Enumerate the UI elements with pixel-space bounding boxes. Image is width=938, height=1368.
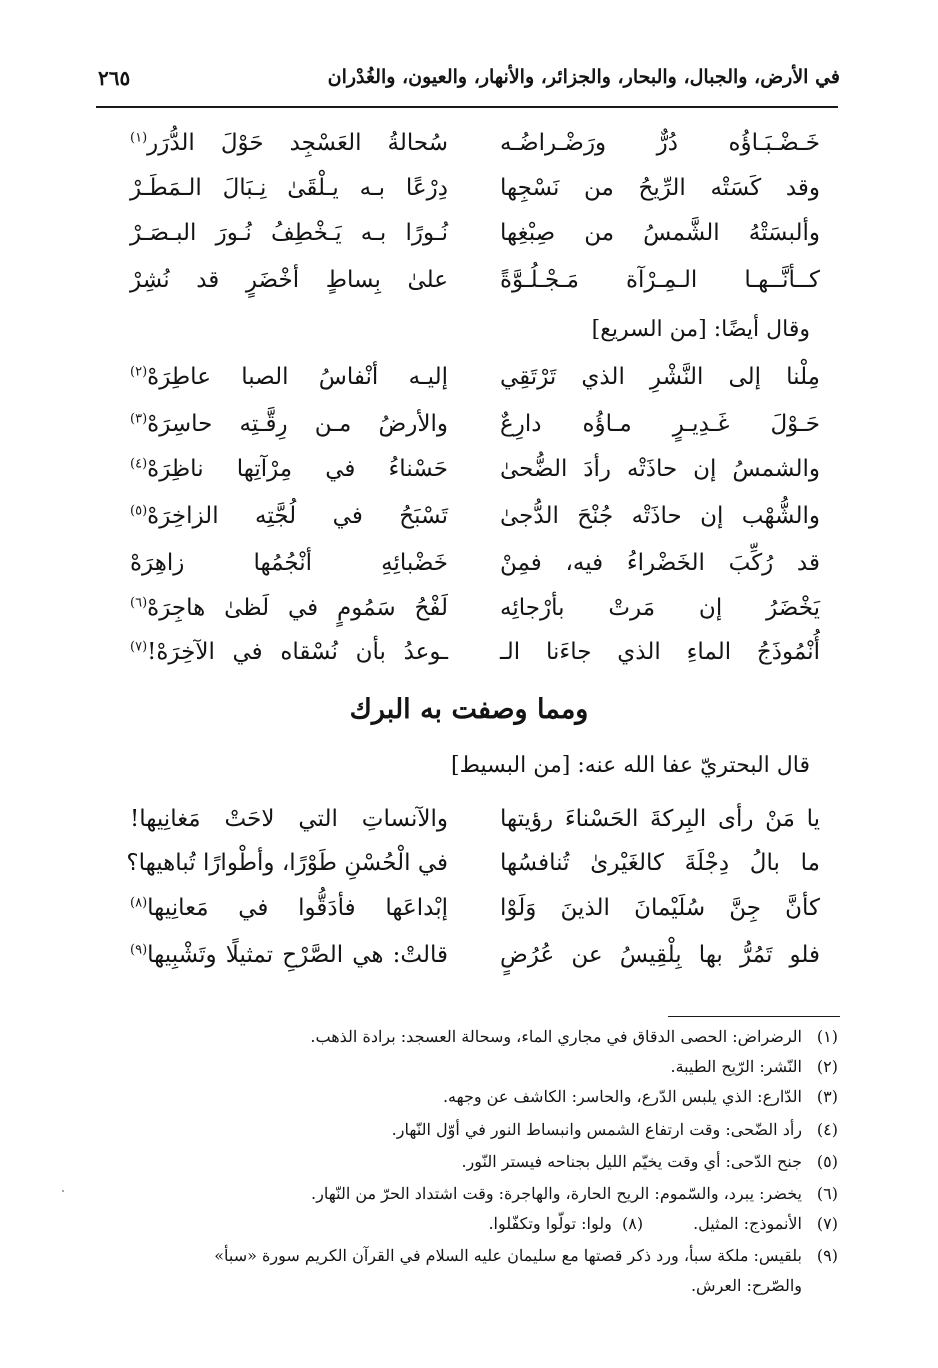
verse-line <box>130 258 820 302</box>
footnote <box>96 1023 838 1051</box>
verse-first-hemistich: وقد كَسَتْه الرِّيحُ من نَسْجِها <box>500 175 820 201</box>
verse-first-hemistich: مِلْنا إلى النَّشْرِ الذي تَرْتَقِي <box>500 364 820 390</box>
footnote-marker: (٤) <box>130 456 148 472</box>
verse-second-hemistich: في الْحُسْنِ طَوْرًا، وأطْوارًا تُباهيها؟ <box>126 850 448 876</box>
verse-second-hemistich: علىٰ بِساطٍ أخْضَرٍ قد نُشِرْ <box>130 267 448 293</box>
verse-first-hemistich: يا مَنْ رأى البِركةَ الحَسْناءَ رؤيتها <box>500 806 820 832</box>
verse-second-hemistich: دِرْعًا بـه يـلْقَىٰ نِـبَالَ الـمَطَـرْ <box>130 175 448 201</box>
verse-first-hemistich: قد رُكِّبَ الخَضْراءُ فيه، فمِنْ <box>500 550 820 576</box>
verse-second-hemistich: سُحالةُ العَسْجِد حَوْلَ الدُّرَر$^{(١)}$ <box>130 130 448 156</box>
footnote-marker: (٥) <box>130 503 148 519</box>
verse-line <box>130 355 820 399</box>
poem-intro: قال البحتريّ عفا الله عنه: [من البسيط] <box>451 753 810 778</box>
footnote-marker: (١) <box>130 130 148 146</box>
footnote-continuation <box>96 1272 838 1300</box>
verse-second-hemistich: إبْداعَها فأدَقُّوا في مَعانِيها$^{(٨)}$ <box>130 895 448 921</box>
footnote-number: (٩) <box>816 1246 838 1265</box>
footnote <box>96 1053 838 1081</box>
verse-line <box>130 402 820 446</box>
footnote-number: (٥) <box>816 1152 838 1171</box>
footnote-number: (٨) <box>622 1214 644 1233</box>
verse-second-hemistich: ـوعدُ بأن نُسْقاه في الآخِرَهْ!$^{(٧)}$ <box>130 639 448 665</box>
footnote-number: (٤) <box>816 1120 838 1139</box>
verse-line <box>130 121 820 165</box>
footnote-text: والصّرح: العرش. <box>690 1276 802 1295</box>
footnote-marker: (٣) <box>130 411 148 427</box>
verse-line <box>130 541 820 585</box>
footnote-text: يخضر: يبرد، والسّموم: الريح الحارة، والهاجرة: وقت اشتداد الحرّ من النّهار. <box>311 1184 802 1203</box>
verse-first-hemistich: كــأنَّــهـا الـمِـرْآة مَـجْـلُـوَّةً <box>500 267 820 293</box>
verse-second-hemistich: تَسْبَحُ في لُجَّتِه الزاخِرَهْ$^{(٥)}$ <box>130 503 448 529</box>
verse-second-hemistich: خَضْبائِهِ أنْجُمُها زاهِرَهْ <box>130 550 448 576</box>
verse-second-hemistich: قالتْ: هي الصَّرْحِ تمثيلًا وتَشْبِيها$^{(٩)}$ <box>130 942 448 968</box>
scan-speck <box>62 1190 64 1192</box>
footnote <box>96 1242 838 1270</box>
verse-second-hemistich: والآنساتِ التي لاحَتْ مَغانِيها! <box>130 806 448 832</box>
verse-line <box>126 841 820 885</box>
verse-first-hemistich: والشمسُ إن حاذَتْه رأدَ الضُّحىٰ <box>500 456 820 482</box>
running-header: في الأرض، والجبال، والبحار، والجزائر، والأنهار، والعيون، والغُدْران <box>327 66 840 88</box>
verse-second-hemistich: حَسْناءُ في مِرْآتِها ناظِرَهْ$^{(٤)}$ <box>130 456 448 482</box>
footnote-marker: (٩) <box>130 942 148 958</box>
verse-line <box>130 933 820 977</box>
footnote-marker: (٨) <box>130 895 148 911</box>
footnote-text: الأنموذج: المثيل. <box>693 1214 802 1233</box>
verse-first-hemistich: والشُّهْب إن حاذَتْه جُنْحَ الدُّجىٰ <box>500 503 820 529</box>
footnote <box>96 1180 838 1208</box>
verse-first-hemistich: حَـوْلَ غَـدِيـرٍ مـاؤُه دارِعٌ <box>500 411 820 437</box>
footnote-marker: (٢) <box>130 364 148 380</box>
footnote <box>96 1148 838 1176</box>
footnote <box>96 1210 838 1238</box>
footnote-number: (٢) <box>816 1057 838 1076</box>
footnote <box>96 1083 838 1111</box>
verse-second-hemistich: والأرضُ مـن رِقَّـتِه حاسِرَهْ$^{(٣)}$ <box>130 411 448 437</box>
verse-second-hemistich: لَفْحُ سَمُومٍ في لَظىٰ هاجِرَهْ$^{(٦)}$ <box>130 595 448 621</box>
verse-first-hemistich: فلو تَمُرُّ بها بِلْقِيسُ عن عُرُضٍ <box>500 942 820 968</box>
verse-second-hemistich: نُـورًا بـه يَـخْطِفُ نُـورَ البـصَـرْ <box>130 220 448 246</box>
footnote-separator <box>668 1016 840 1017</box>
footnote-number: (١) <box>816 1027 838 1046</box>
verse-line <box>130 630 820 674</box>
verse-first-hemistich: كأنَّ جِنَّ سُلَيْمانَ الذينَ وَلَوْا <box>500 895 820 921</box>
footnote-number: (٣) <box>816 1087 838 1106</box>
verse-first-hemistich: أُنْمُوذَجُ الماءِ الذي جاءَنا الـ <box>500 639 820 665</box>
verse-line <box>130 886 820 930</box>
verse-first-hemistich: ما بالُ دِجْلَةَ كالغَيْرىٰ تُنافسُها <box>500 850 820 876</box>
footnote-text: النّشر: الرّيح الطيبة. <box>670 1057 802 1076</box>
verse-line <box>130 211 820 255</box>
footnote <box>96 1116 838 1144</box>
section-heading: ومما وصفت به البرك <box>349 694 589 725</box>
footnote-text: رأد الضّحى: وقت ارتفاع الشمس وانبساط النور في أوّل النّهار. <box>391 1120 802 1139</box>
footnote-text: الدّارع: الذي يلبس الدّرع، والحاسر: الكاشف عن وجهه. <box>442 1087 802 1106</box>
verse-line <box>130 494 820 538</box>
verse-first-hemistich: خَـضْـبَـاؤُه دُرٌّ ورَضْـراضُـه <box>500 130 820 156</box>
verse-line <box>130 166 820 210</box>
footnote-text: الرضراض: الحصى الدقاق في مجاري الماء، وسحالة العسجد: برادة الذهب. <box>310 1027 802 1046</box>
verse-line <box>130 447 820 491</box>
footnote-marker: (٦) <box>130 595 148 611</box>
verse-line <box>130 586 820 630</box>
verse-first-hemistich: وألبسَتْهُ الشَّمسُ من صِبْغِها <box>500 220 820 246</box>
header-rule <box>96 106 838 108</box>
verse-second-hemistich: إليـه أنْفاسُ الصبا عاطِرَهْ$^{(٢)}$ <box>130 364 448 390</box>
page-number: ٢٦٥ <box>98 66 131 90</box>
footnote-text: جنح الدّحى: أي وقت يخيّم الليل بجناحه فيستر النّور. <box>461 1152 802 1171</box>
verse-first-hemistich: يَخْضَرُ إن مَرتْ بأرْجائِه <box>500 595 820 621</box>
footnote-number: (٦) <box>816 1184 838 1203</box>
footnote-text: بلقيس: ملكة سبأ، ورد ذكر قصتها مع سليمان عليه السلام في القرآن الكريم سورة «سبأ» <box>214 1246 802 1265</box>
footnote-text: ولوا: تولّوا وتكفّلوا. <box>488 1214 612 1233</box>
verse-line <box>130 797 820 841</box>
footnote-marker: (٧) <box>130 639 148 655</box>
footnote-number: (٧) <box>816 1214 838 1233</box>
poem-intro: وقال أيضًا: [من السريع] <box>591 317 810 342</box>
